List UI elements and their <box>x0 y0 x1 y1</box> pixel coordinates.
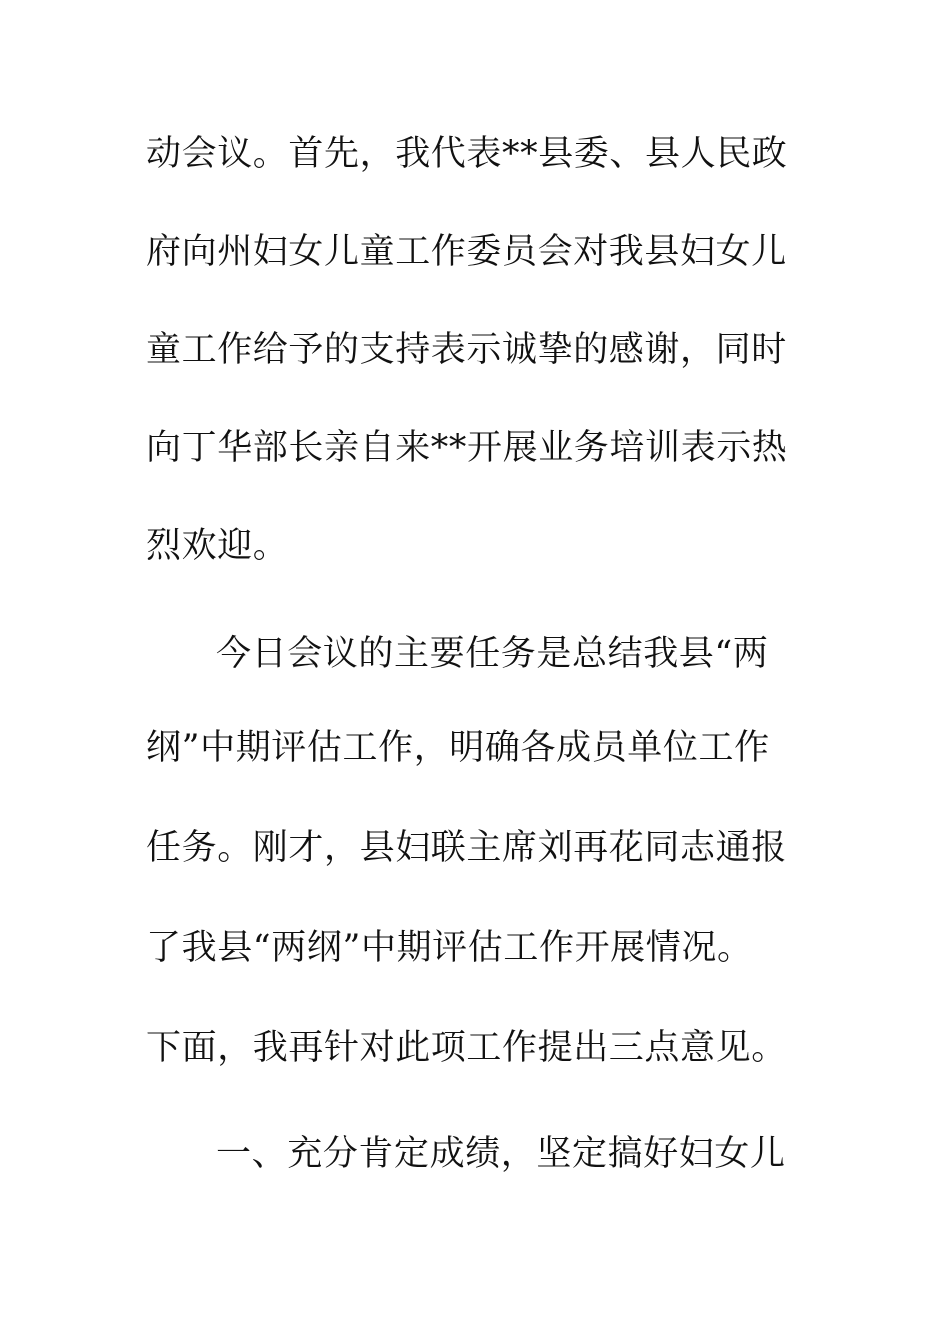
text-line: 动会议。首先，我代表**县委、县人民政 <box>146 134 788 174</box>
text-line: 向丁华部长亲自来**开展业务培训表示热 <box>146 428 788 468</box>
paragraph-start-line: 今日会议的主要任务是总结我县“两 <box>216 634 769 674</box>
text-line: 纲”中期评估工作，明确各成员单位工作 <box>146 728 770 768</box>
text-line: 下面，我再针对此项工作提出三点意见。 <box>146 1028 787 1068</box>
text-line: 府向州妇女儿童工作委员会对我县妇女儿 <box>146 232 787 272</box>
text-line: 烈欢迎。 <box>146 526 289 566</box>
text-line: 童工作给予的支持表示诚挚的感谢，同时 <box>146 330 787 370</box>
section-heading-line: 一、充分肯定成绩，坚定搞好妇女儿 <box>216 1134 786 1174</box>
text-line: 任务。刚才，县妇联主席刘再花同志通报 <box>146 828 787 868</box>
text-line: 了我县“两纲”中期评估工作开展情况。 <box>146 928 753 968</box>
